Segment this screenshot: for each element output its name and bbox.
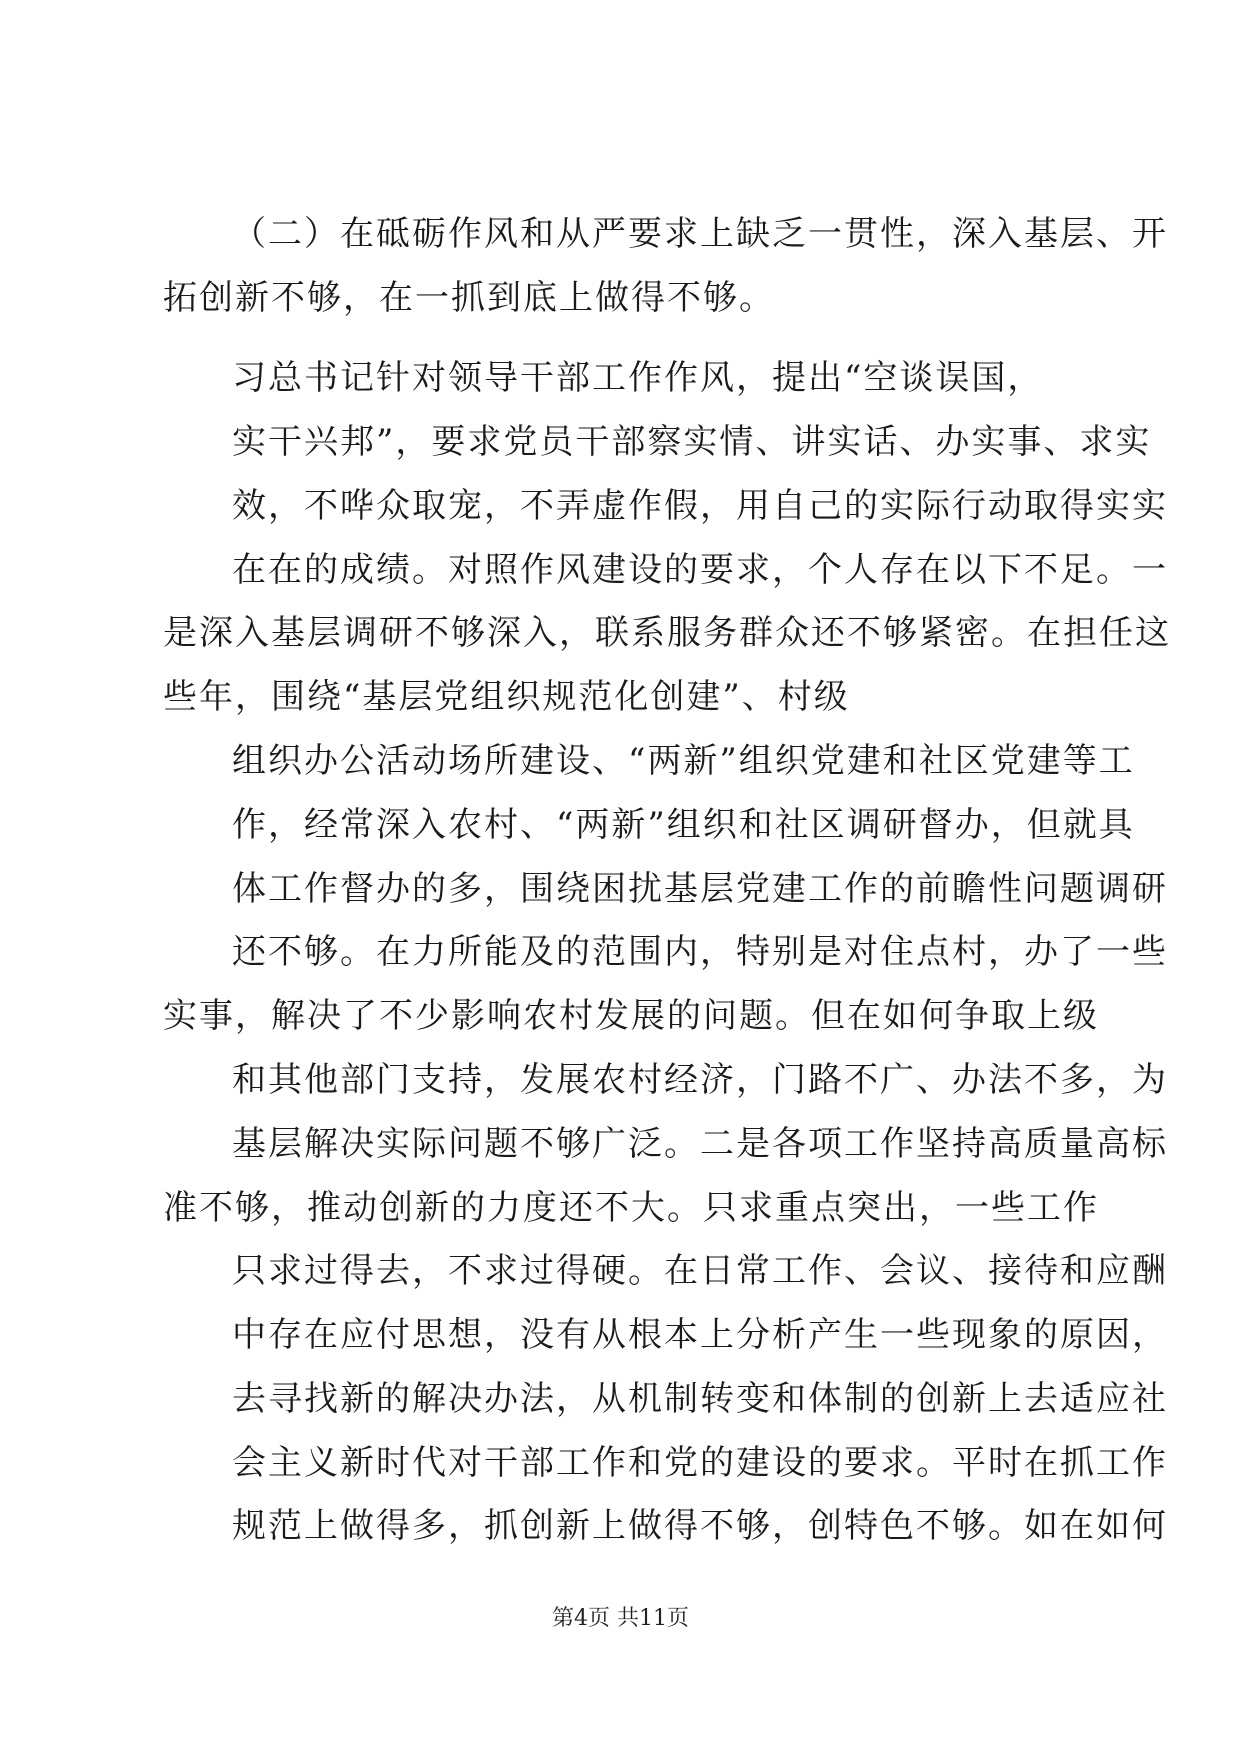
- text-line: 在在的成绩。对照作风建设的要求，个人存在以下不足。一: [232, 550, 1168, 590]
- text-line: 中存在应付思想，没有从根本上分析产生一些现象的原因，: [232, 1315, 1168, 1355]
- text-line: 作，经常深入农村、“两新”组织和社区调研督办，但就具: [232, 805, 1135, 845]
- text-line: 效，不哗众取宠，不弄虚作假，用自己的实际行动取得实实: [232, 486, 1168, 526]
- text-line: 准不够，推动创新的力度还不大。只求重点突出，一些工作: [163, 1188, 1099, 1228]
- text-line: 去寻找新的解决办法，从机制转变和体制的创新上去适应社: [232, 1379, 1168, 1419]
- text-line: 实干兴邦”，要求党员干部察实情、讲实话、办实事、求实: [232, 422, 1152, 462]
- text-line: （二）在砥砺作风和从严要求上缺乏一贯性，深入基层、开: [232, 214, 1168, 254]
- text-line: 规范上做得多，抓创新上做得不够，创特色不够。如在如何: [232, 1506, 1168, 1546]
- text-line: 习总书记针对领导干部工作作风，提出“空谈误国，: [232, 358, 1044, 398]
- text-line: 拓创新不够，在一抓到底上做得不够。: [163, 278, 775, 318]
- text-line: 基层解决实际问题不够广泛。二是各项工作坚持高质量高标: [232, 1124, 1168, 1164]
- text-line: 是深入基层调研不够深入，联系服务群众还不够紧密。在担任这: [163, 613, 1171, 653]
- text-line: 体工作督办的多，围绕困扰基层党建工作的前瞻性问题调研: [232, 869, 1168, 909]
- text-line: 组织办公活动场所建设、“两新”组织党建和社区党建等工: [232, 741, 1135, 781]
- text-line: 些年，围绕“基层党组织规范化创建”、村级: [163, 677, 850, 717]
- text-line: 会主义新时代对干部工作和党的建设的要求。平时在抓工作: [232, 1443, 1168, 1483]
- text-line: 只求过得去，不求过得硬。在日常工作、会议、接待和应酬: [232, 1251, 1168, 1291]
- page-footer: 第4页 共11页: [552, 1606, 689, 1631]
- text-line: 还不够。在力所能及的范围内，特别是对住点村，办了一些: [232, 932, 1168, 972]
- text-line: 和其他部门支持，发展农村经济，门路不广、办法不多，为: [232, 1060, 1168, 1100]
- text-line: 实事，解决了不少影响农村发展的问题。但在如何争取上级: [163, 996, 1099, 1036]
